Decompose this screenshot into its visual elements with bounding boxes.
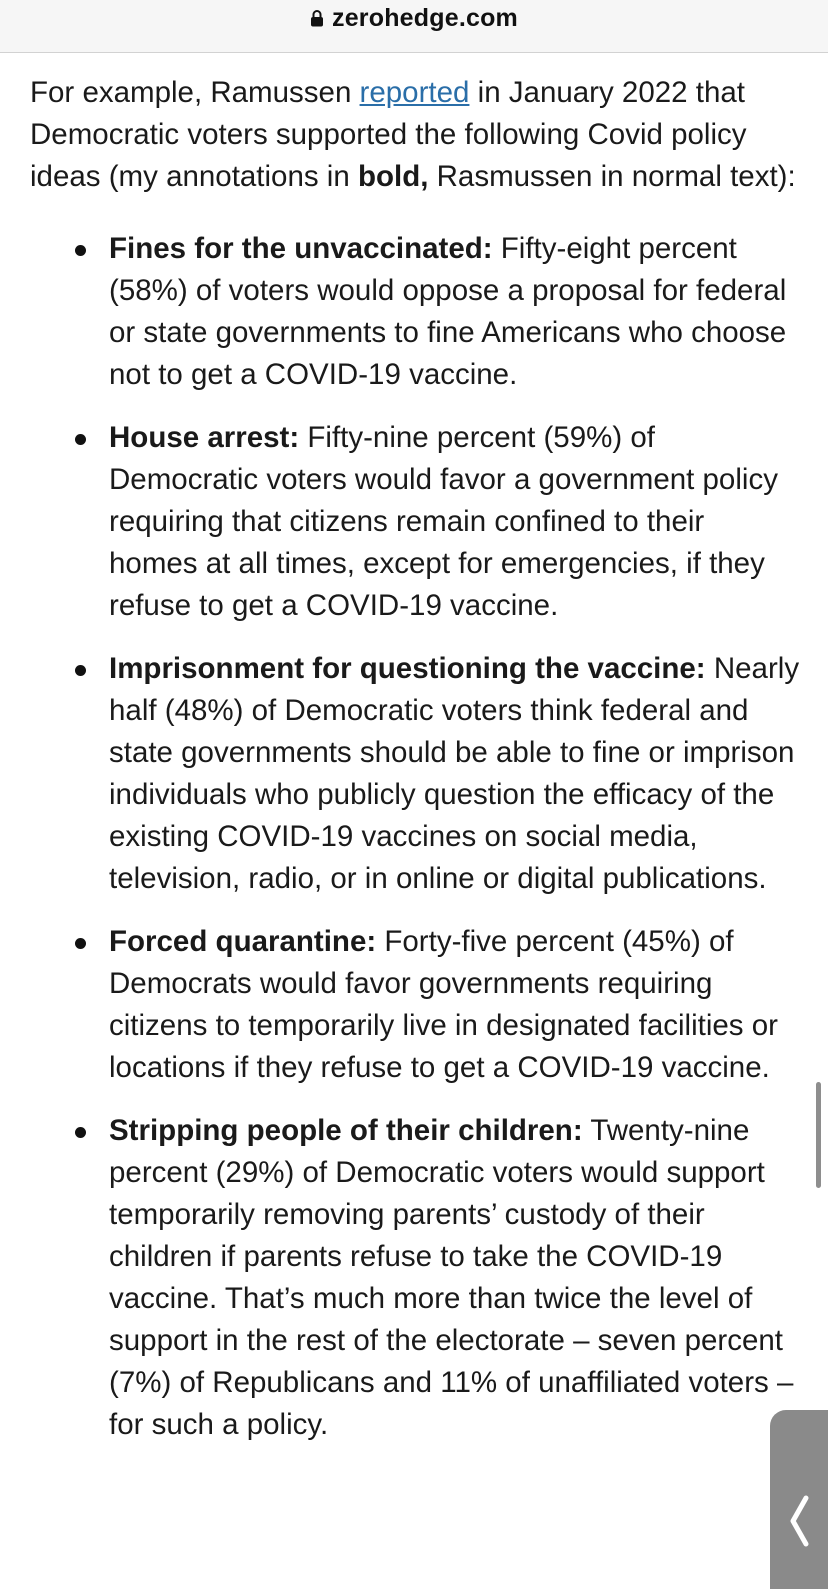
chevron-left-icon (787, 1495, 811, 1547)
list-item (30, 228, 800, 396)
bullet-icon (75, 434, 86, 445)
intro-paragraph (30, 72, 800, 198)
address-bar-content (310, 4, 518, 33)
article-body (30, 72, 800, 1467)
bullet-icon (75, 665, 86, 676)
intro-text-end: Rasmussen in normal text): (428, 160, 796, 193)
list-item (30, 648, 800, 900)
reported-link[interactable]: reported (359, 76, 470, 109)
item-text: Nearly half (48%) of Democratic voters think federal and state governments should be able to fine or imprison individuals who publicly question the efficacy of the existing COVID-19 vaccines on social media, television, radio, or in online or digital publications. (109, 652, 800, 895)
back-button[interactable] (770, 1410, 828, 1589)
policy-list (30, 228, 800, 1446)
item-title: House arrest: (109, 421, 300, 454)
item-text: Forty-five percent (45%) of Democrats would favor governments requiring citizens to temporarily live in designated facilities or locations if they refuse to get a COVID-19 vaccine. (109, 925, 778, 1084)
intro-text-middle: in January 2022 that Democratic voters supported the following Covid policy ideas (my annotations in (30, 76, 747, 193)
bullet-icon (75, 1127, 86, 1138)
item-title: Forced quarantine: (109, 925, 377, 958)
address-bar[interactable] (0, 0, 828, 53)
item-text: Fifty-eight percent (58%) of voters would oppose a proposal for federal or state governments to fine Americans who choose not to get a COVID-19 vaccine. (109, 232, 787, 391)
scrollbar[interactable] (816, 1082, 821, 1188)
list-item (30, 921, 800, 1089)
intro-text-start: For example, Ramussen (30, 76, 360, 109)
item-title: Imprisonment for questioning the vaccine: (109, 652, 706, 685)
url-text: zerohedge.com (332, 3, 518, 32)
lock-icon (310, 9, 324, 27)
item-title: Fines for the unvaccinated: (109, 232, 493, 265)
item-title: Stripping people of their children: (109, 1114, 583, 1147)
list-item (30, 417, 800, 627)
list-item (30, 1110, 800, 1446)
item-text: Twenty-nine percent (29%) of Democratic voters would support temporarily removing parents’ custody of their children if parents refuse to take the COVID-19 vaccine. That’s much more than twice the level of support in the rest of the electorate – seven percent (7%) of Republicans and 11% of unaffiliated voters – for such a policy. (109, 1114, 794, 1441)
intro-bold-text: bold, (357, 160, 429, 193)
bullet-icon (75, 938, 86, 949)
bullet-icon (75, 245, 86, 256)
item-text: Fifty-nine percent (59%) of Democratic voters would favor a government policy requiring that citizens remain confined to their homes at all times, except for emergencies, if they refuse to get a COVID-19 vaccine. (109, 421, 778, 622)
